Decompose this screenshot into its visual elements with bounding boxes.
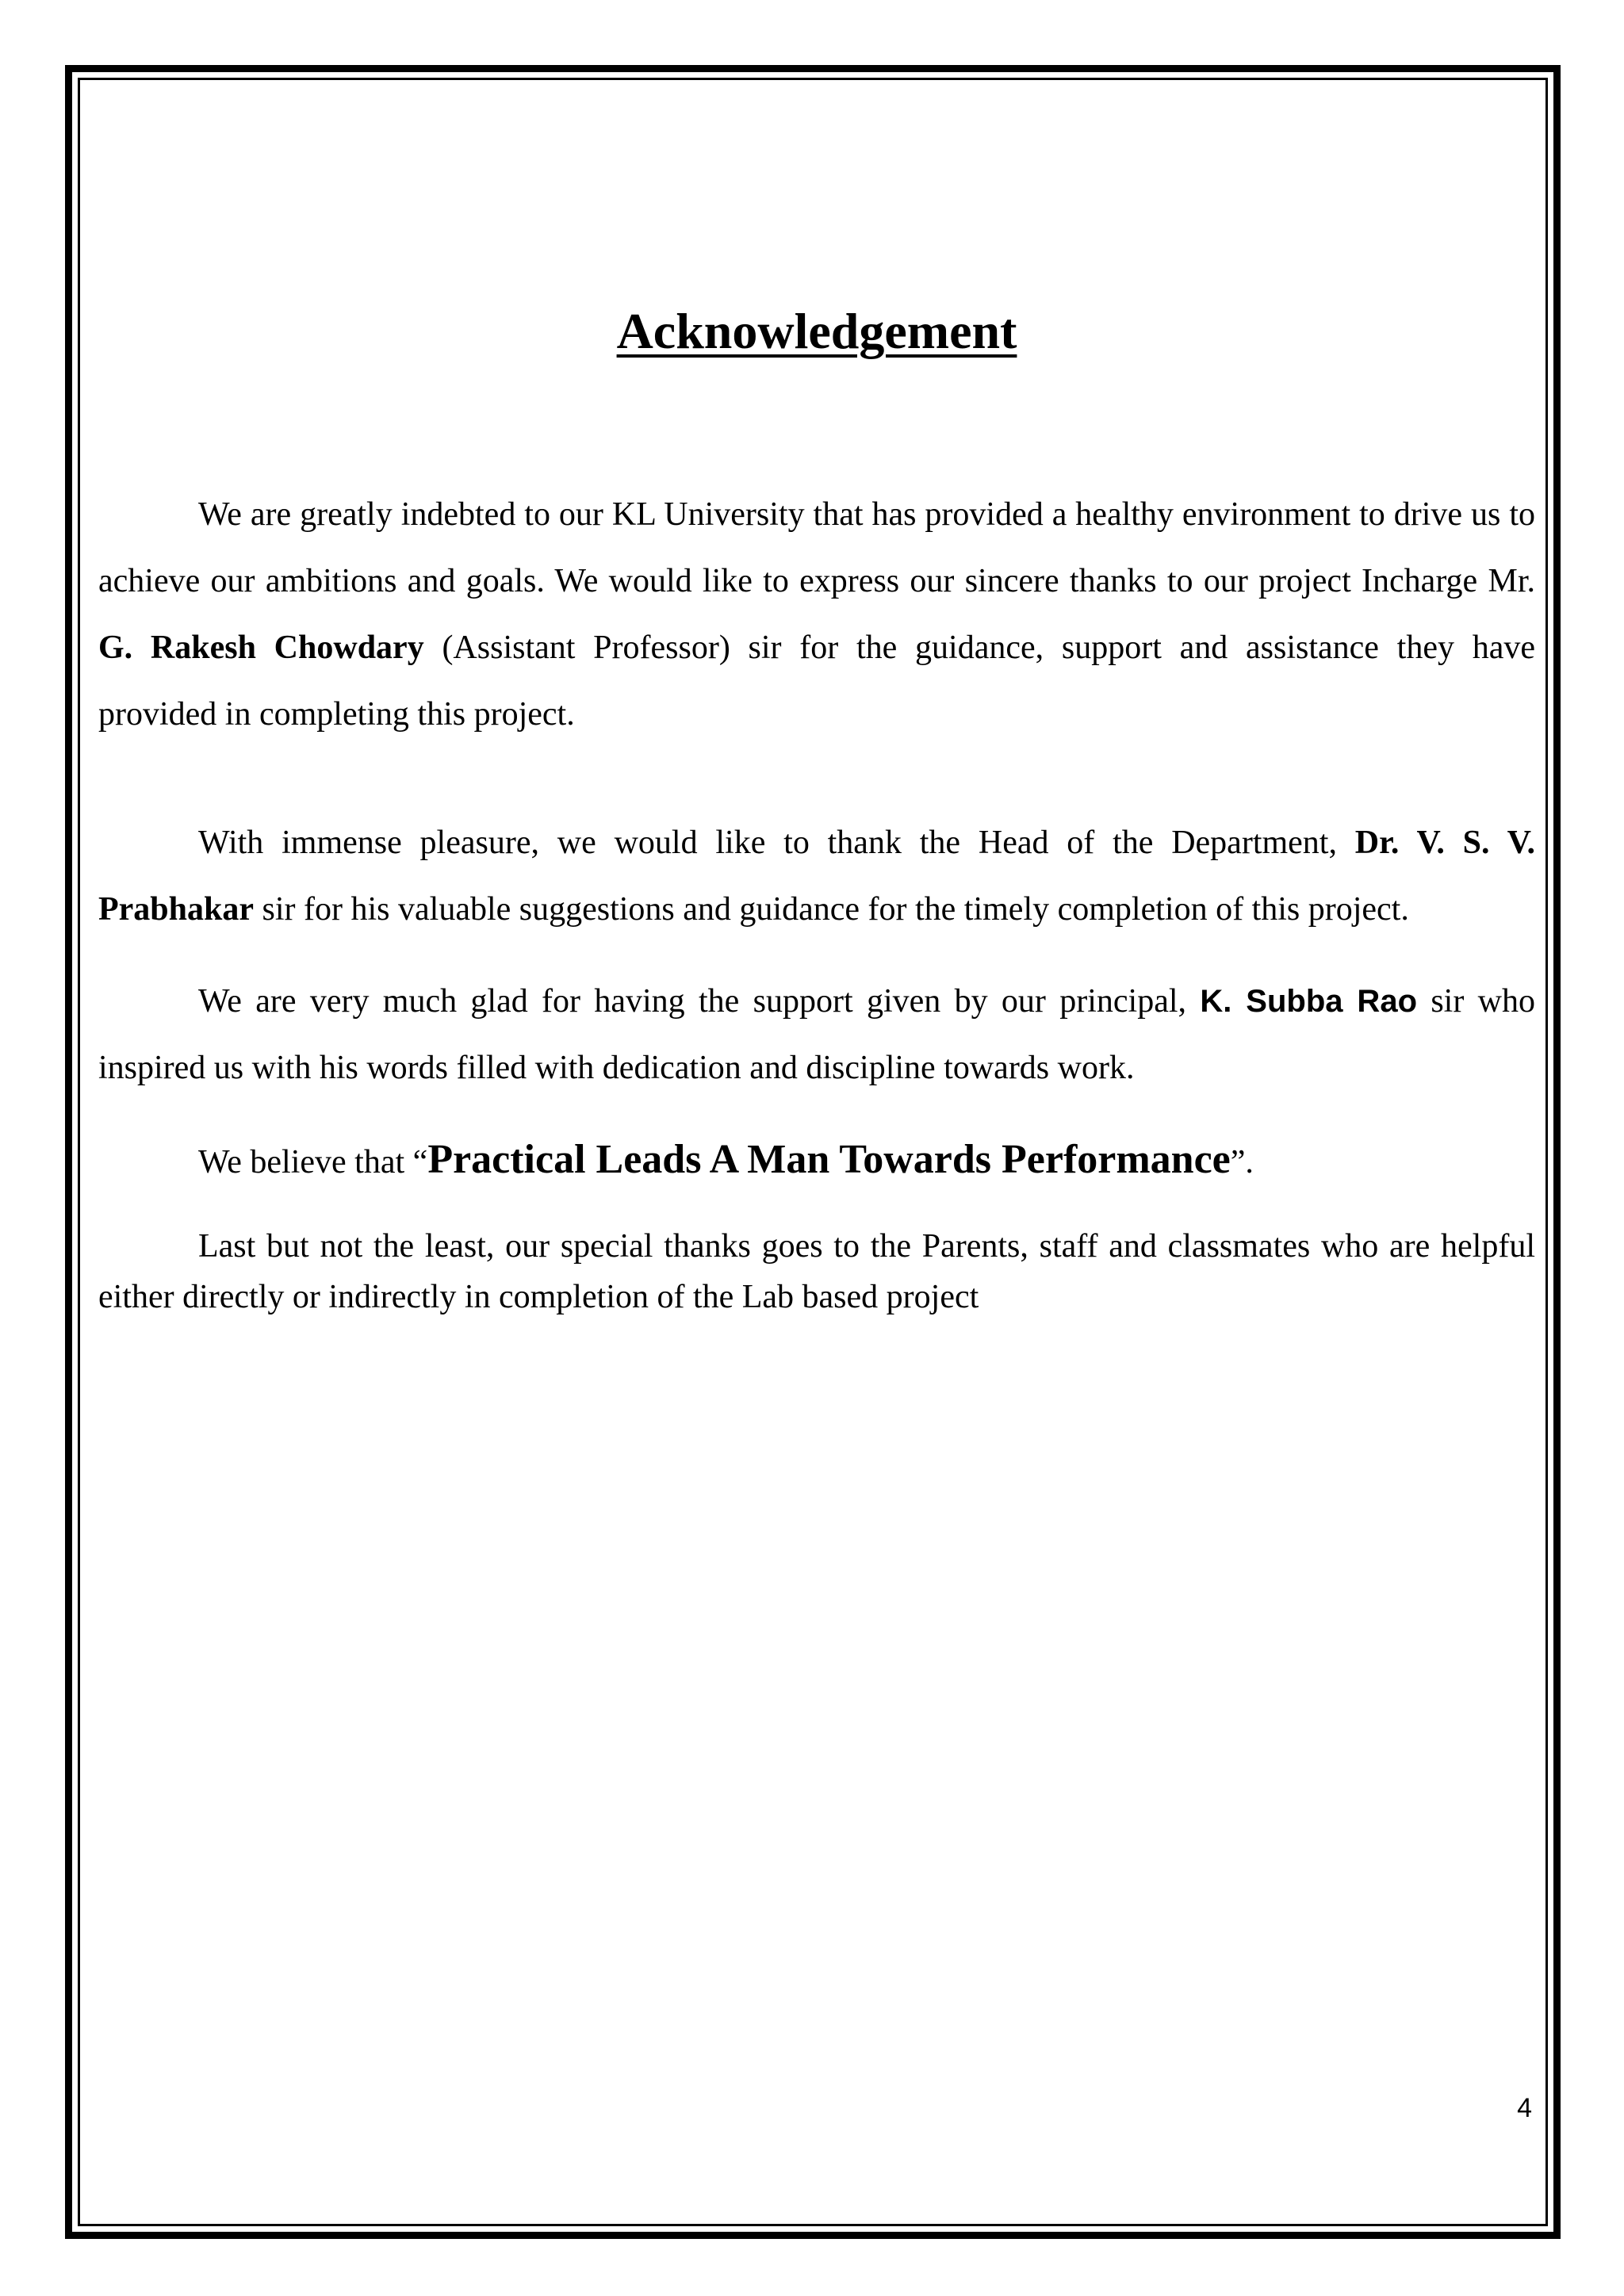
paragraph-university bbox=[98, 481, 1535, 748]
paragraph-text: sir for his valuable suggestions and guidance for the timely completion of this project. bbox=[254, 890, 1409, 928]
paragraph-text: ”. bbox=[1230, 1143, 1254, 1181]
principal-name: K. Subba Rao bbox=[1200, 983, 1417, 1019]
paragraph-text: sir who inspired us with his words filled with dedication and discipline towards work. bbox=[98, 982, 1535, 1086]
page-number: 4 bbox=[1517, 2093, 1532, 2123]
motto-quote: Practical Leads A Man Towards Performance bbox=[427, 1136, 1231, 1182]
paragraph-thanks: Last but not the least, our special thanks goes to the Parents, staff and classmates who are helpful either directly or indirectly in completion of the Lab based project bbox=[98, 1227, 1535, 1315]
paragraph-principal bbox=[98, 968, 1535, 1101]
incharge-name: G. Rakesh Chowdary bbox=[98, 629, 424, 666]
document-body bbox=[98, 301, 1535, 1322]
paragraph-text: (Assistant Professor) sir for the guidance, support and assistance they have provided in completing this project. bbox=[98, 629, 1535, 733]
paragraph-text: We are greatly indebted to our KL University that has provided a healthy environment to drive us to achieve our ambitions and goals. We would like to express our sincere thanks to our project Incharge Mr. bbox=[98, 496, 1535, 599]
page-title: Acknowledgement bbox=[616, 303, 1017, 359]
paragraph-text: We are very much glad for having the support given by our principal, bbox=[198, 982, 1201, 1020]
hod-name: Dr. V. S. V. Prabhakar bbox=[98, 824, 1535, 928]
paragraph-hod bbox=[98, 809, 1535, 943]
paragraph-text: We believe that “ bbox=[198, 1143, 428, 1181]
paragraph-belief bbox=[98, 1127, 1535, 1196]
paragraph-text: With immense pleasure, we would like to thank the Head of the Department, bbox=[198, 824, 1355, 861]
